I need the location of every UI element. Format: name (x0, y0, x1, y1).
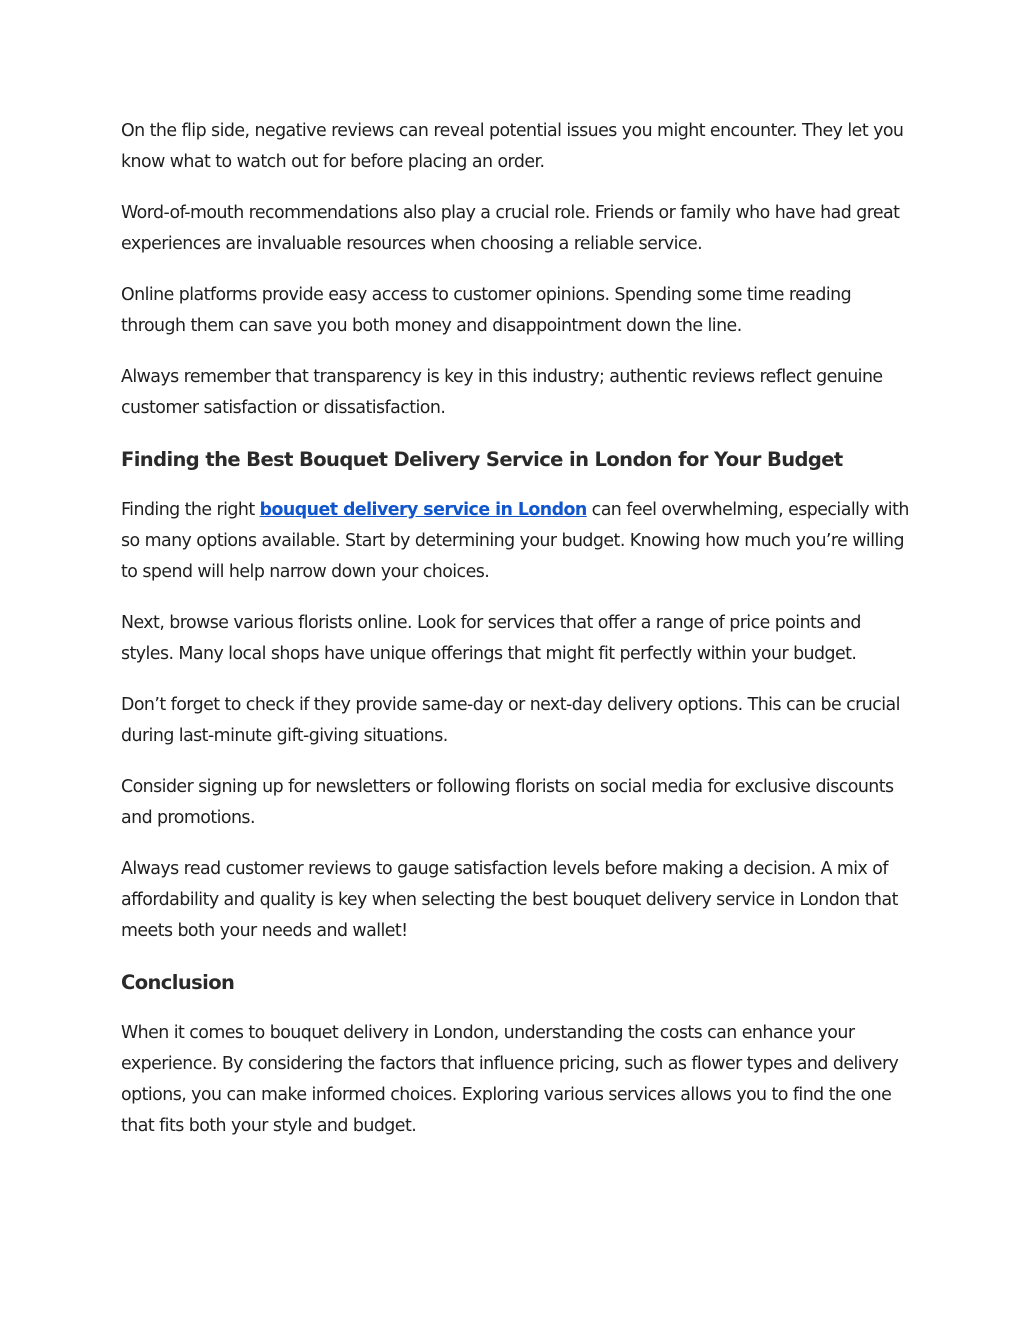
document-page (121, 116, 911, 1162)
paragraph-same-day-delivery: Don’t forget to check if they provide same-day or next-day delivery options. This can be crucial during last-minute gift-giving situations. (121, 695, 900, 746)
heading-conclusion: Conclusion (121, 971, 235, 994)
paragraph-conclusion: When it comes to bouquet delivery in London, understanding the costs can enhance your experience. By considering the factors that influence pricing, such as flower types and delivery options, you can make informed choices. Exploring various services allows you to find the one that fits both your style and budget. (121, 1023, 899, 1136)
paragraph-newsletters: Consider signing up for newsletters or following florists on social media for exclusive discounts and promotions. (121, 777, 894, 828)
paragraph-negative-reviews: On the flip side, negative reviews can reveal potential issues you might encounter. They let you know what to watch out for before placing an order. (121, 121, 904, 172)
paragraph-finding-right-service (121, 495, 911, 588)
heading-finding-best-service: Finding the Best Bouquet Delivery Service in London for Your Budget (121, 448, 843, 471)
paragraph-word-of-mouth: Word-of-mouth recommendations also play a crucial role. Friends or family who have had great experiences are invaluable resources when choosing a reliable service. (121, 203, 900, 254)
paragraph-transparency: Always remember that transparency is key in this industry; authentic reviews reflect genuine customer satisfaction or dissatisfaction. (121, 367, 883, 418)
paragraph-online-platforms: Online platforms provide easy access to customer opinions. Spending some time reading through them can save you both money and disappointment down the line. (121, 285, 852, 336)
paragraph-browse-florists: Next, browse various florists online. Look for services that offer a range of price points and styles. Many local shops have unique offerings that might fit perfectly within your budget. (121, 613, 861, 664)
paragraph-customer-reviews: Always read customer reviews to gauge satisfaction levels before making a decision. A mix of affordability and quality is key when selecting the best bouquet delivery service in London that meets both your needs and wallet! (121, 859, 898, 941)
intro-text-after-link: can feel overwhelming, especially with so many options available. Start by determining your budget. Knowing how much you’re willing to spend will help narrow down your choices. (121, 500, 909, 582)
bouquet-delivery-link[interactable]: bouquet delivery service in London (259, 500, 587, 520)
intro-text-before-link: Finding the right (121, 500, 260, 520)
